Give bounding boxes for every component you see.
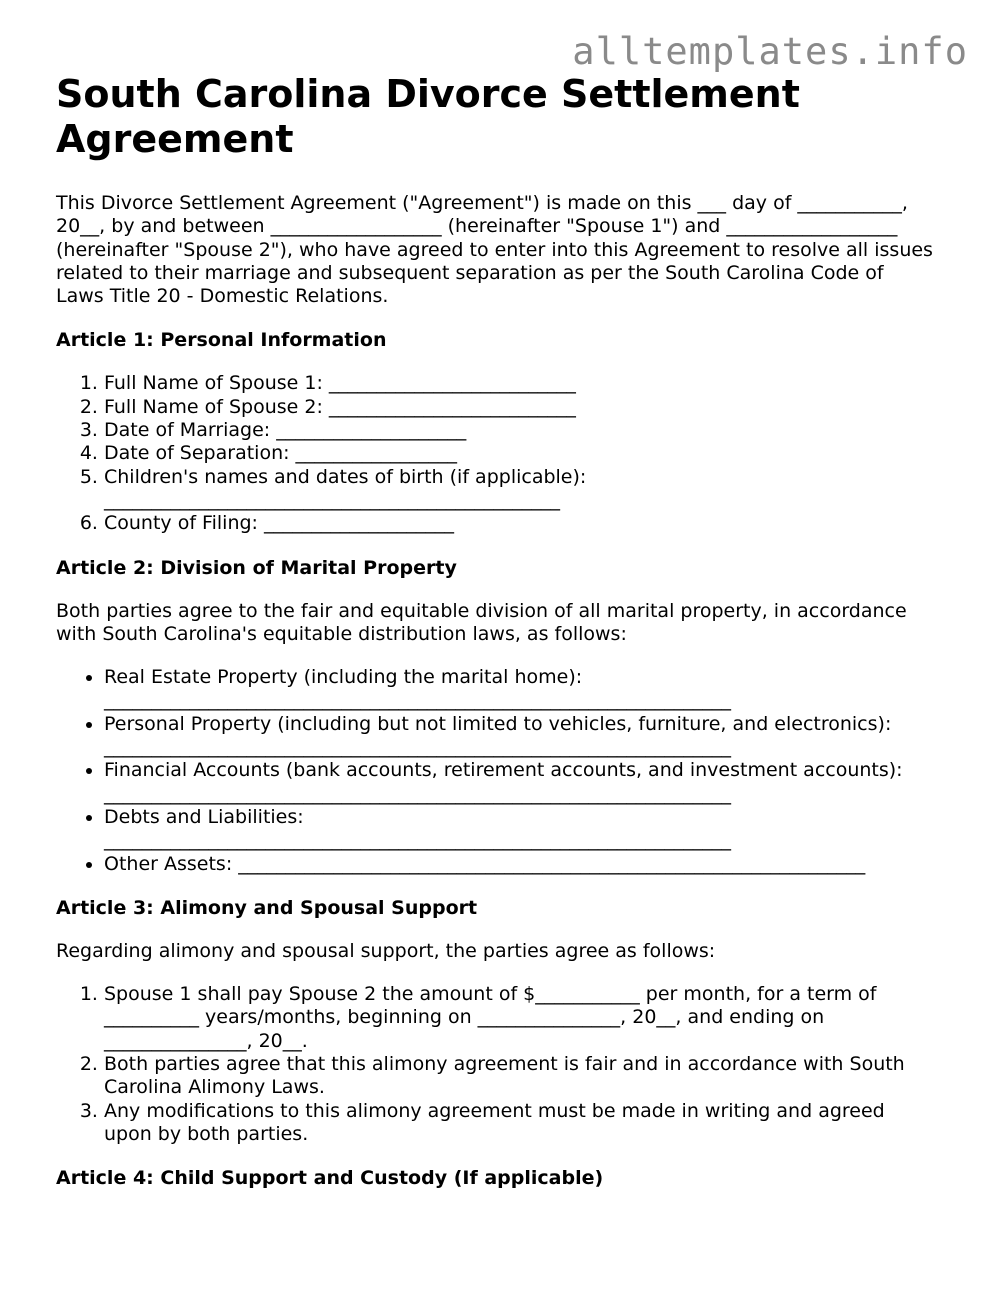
article-3-text: Regarding alimony and spousal support, the parties agree as follows: (56, 939, 716, 962)
list-item (104, 666, 936, 713)
list-item: 1. Full Name of Spouse 1: __________________________ (104, 372, 936, 395)
article-1-heading: Article 1: Personal Information (56, 329, 387, 352)
article-3-list (56, 983, 936, 1146)
list-item: 2. Both parties agree that this alimony agreement is fair and in accordance with South Carolina Alimony Laws. (104, 1053, 936, 1100)
article-2-heading: Article 2: Division of Marital Property (56, 556, 457, 579)
article-3-heading: Article 3: Alimony and Spousal Support (56, 896, 478, 919)
article-2-list (56, 666, 936, 876)
list-item (104, 466, 936, 513)
article-1-list (56, 372, 936, 535)
list-item-text: Debts and Liabilities: (104, 805, 304, 828)
fill-in-blank: __________________________________________________________________ (104, 829, 731, 852)
fill-in-blank: __________________________________________________________________ (104, 736, 731, 759)
article-2-text: Both parties agree to the fair and equitable division of all marital property, in accordance with South Carolina's equitable distribution laws, as follows: (56, 599, 907, 645)
list-item-text: Real Estate Property (including the marital home): (104, 666, 583, 689)
list-item: 3. Date of Marriage: ____________________ (104, 419, 936, 442)
fill-in-blank: __________________________________________________________________ (104, 689, 731, 712)
document-body (56, 72, 936, 1190)
list-item: 4. Date of Separation: _________________ (104, 442, 936, 465)
list-item-text: Personal Property (including but not limited to vehicles, furniture, and electronics): (104, 712, 892, 735)
document-title: South Carolina Divorce Settlement Agreement (56, 72, 800, 161)
list-item: 2. Full Name of Spouse 2: __________________________ (104, 396, 936, 419)
fill-in-blank: ________________________________________________ (104, 488, 560, 511)
list-item (104, 806, 936, 853)
list-item-text: Financial Accounts (bank accounts, retirement accounts, and investment accounts): (104, 759, 903, 782)
fill-in-blank: __________________________________________________________________ (104, 782, 731, 805)
list-item: • Other Assets: __________________________________________________________________ (104, 853, 936, 876)
intro-paragraph: This Divorce Settlement Agreement ("Agreement") is made on this ___ day of ___________, 20__, by and between __________________ (hereinafter "Spouse 1") and __________________ (hereinafter "Spouse 2"), who have agreed to enter into this Agreement to resolve all issues related to their marriage and subsequent separation as per the South Carolina Code of Laws Title 20 - Domestic Relations. (56, 192, 933, 308)
list-item: 6. County of Filing: ____________________ (104, 512, 936, 535)
list-item (104, 759, 936, 806)
list-item: 1. Spouse 1 shall pay Spouse 2 the amount of $___________ per month, for a term of __________ years/months, beginning on _______________, 20__, and ending on _______________, 20__. (104, 983, 936, 1053)
watermark: alltemplates.info (572, 30, 968, 73)
list-item (104, 713, 936, 760)
list-item: 3. Any modifications to this alimony agreement must be made in writing and agreed upon by both parties. (104, 1100, 936, 1147)
list-item-text: Children's names and dates of birth (if applicable): (104, 465, 587, 488)
article-4-heading: Article 4: Child Support and Custody (If applicable) (56, 1167, 604, 1190)
